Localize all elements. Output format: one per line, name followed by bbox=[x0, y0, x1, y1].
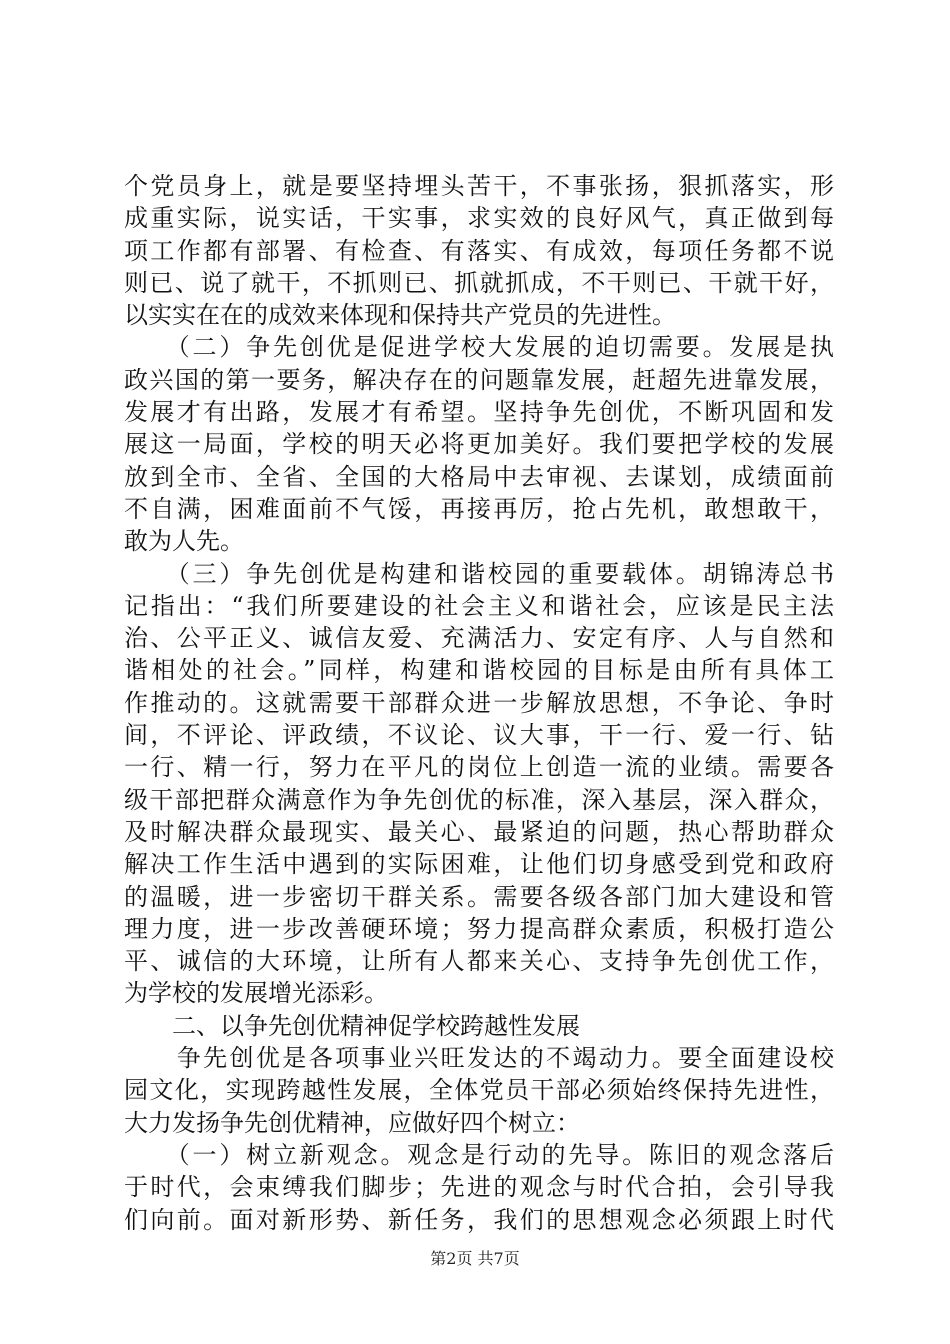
text-line: 平、诚信的大环境，让所有人都来关心、支持争先创优工作， bbox=[124, 947, 834, 976]
text-line: 记指出：“我们所要建设的社会主义和谐社会，应该是民主法 bbox=[124, 591, 834, 620]
text-line: 间，不评论、评政绩，不议论、议大事，干一行、爱一行、钻 bbox=[124, 721, 834, 750]
text-line: 一行、精一行，努力在平凡的岗位上创造一流的业绩。需要各 bbox=[124, 753, 834, 782]
text-line: 二、以争先创优精神促学校跨越性发展 bbox=[124, 1011, 580, 1040]
text-line: （三）争先创优是构建和谐校园的重要载体。胡锦涛总书 bbox=[124, 559, 834, 588]
text-line: 治、公平正义、诚信友爱、充满活力、安定有序、人与自然和 bbox=[124, 624, 834, 653]
text-line: 园文化，实现跨越性发展，全体党员干部必须始终保持先进性， bbox=[124, 1076, 834, 1105]
text-line: 成重实际，说实话，干实事，求实效的良好风气，真正做到每 bbox=[124, 204, 834, 233]
text-line: 展这一局面，学校的明天必将更加美好。我们要把学校的发展 bbox=[124, 430, 834, 459]
text-line: （一）树立新观念。观念是行动的先导。陈旧的观念落后 bbox=[124, 1140, 834, 1169]
page-number-footer: 第2页 共7页 bbox=[430, 1249, 520, 1268]
text-line: 为学校的发展增光添彩。 bbox=[124, 979, 388, 1008]
text-line: 争先创优是各项事业兴旺发达的不竭动力。要全面建设校 bbox=[124, 1044, 834, 1073]
text-line: 谐相处的社会。”同样，构建和谐校园的目标是由所有具体工 bbox=[124, 656, 834, 685]
text-line: 的温暖，进一步密切干群关系。需要各级各部门加大建设和管 bbox=[124, 882, 834, 911]
text-line: 们向前。面对新形势、新任务，我们的思想观念必须跟上时代 bbox=[124, 1205, 834, 1234]
body-text bbox=[124, 170, 834, 1236]
text-line: 级干部把群众满意作为争先创优的标准，深入基层，深入群众， bbox=[124, 785, 834, 814]
text-line: 以实实在在的成效来体现和保持共产党员的先进性。 bbox=[124, 301, 676, 330]
text-line: 及时解决群众最现实、最关心、最紧迫的问题，热心帮助群众 bbox=[124, 817, 834, 846]
text-line: 解决工作生活中遇到的实际困难，让他们切身感受到党和政府 bbox=[124, 850, 834, 879]
text-line: 作推动的。这就需要干部群众进一步解放思想，不争论、争时 bbox=[124, 688, 834, 717]
text-line: 项工作都有部署、有检查、有落实、有成效，每项任务都不说 bbox=[124, 236, 834, 265]
text-line: 则已、说了就干，不抓则已、抓就抓成，不干则已、干就干好， bbox=[124, 268, 834, 297]
text-line: 不自满，困难面前不气馁，再接再厉，抢占先机，敢想敢干， bbox=[124, 494, 834, 523]
text-line: 政兴国的第一要务，解决存在的问题靠发展，赶超先进靠发展， bbox=[124, 365, 834, 394]
text-line: （二）争先创优是促进学校大发展的迫切需要。发展是执 bbox=[124, 333, 834, 362]
text-line: 放到全市、全省、全国的大格局中去审视、去谋划，成绩面前 bbox=[124, 462, 834, 491]
text-line: 于时代，会束缚我们脚步；先进的观念与时代合拍，会引导我 bbox=[124, 1173, 834, 1202]
text-line: 大力发扬争先创优精神，应做好四个树立： bbox=[124, 1108, 580, 1137]
text-line: 敢为人先。 bbox=[124, 527, 244, 556]
text-line: 理力度，进一步改善硬环境；努力提高群众素质，积极打造公 bbox=[124, 914, 834, 943]
text-line: 发展才有出路，发展才有希望。坚持争先创优，不断巩固和发 bbox=[124, 398, 834, 427]
text-line: 个党员身上，就是要坚持埋头苦干，不事张扬，狠抓落实，形 bbox=[124, 172, 834, 200]
